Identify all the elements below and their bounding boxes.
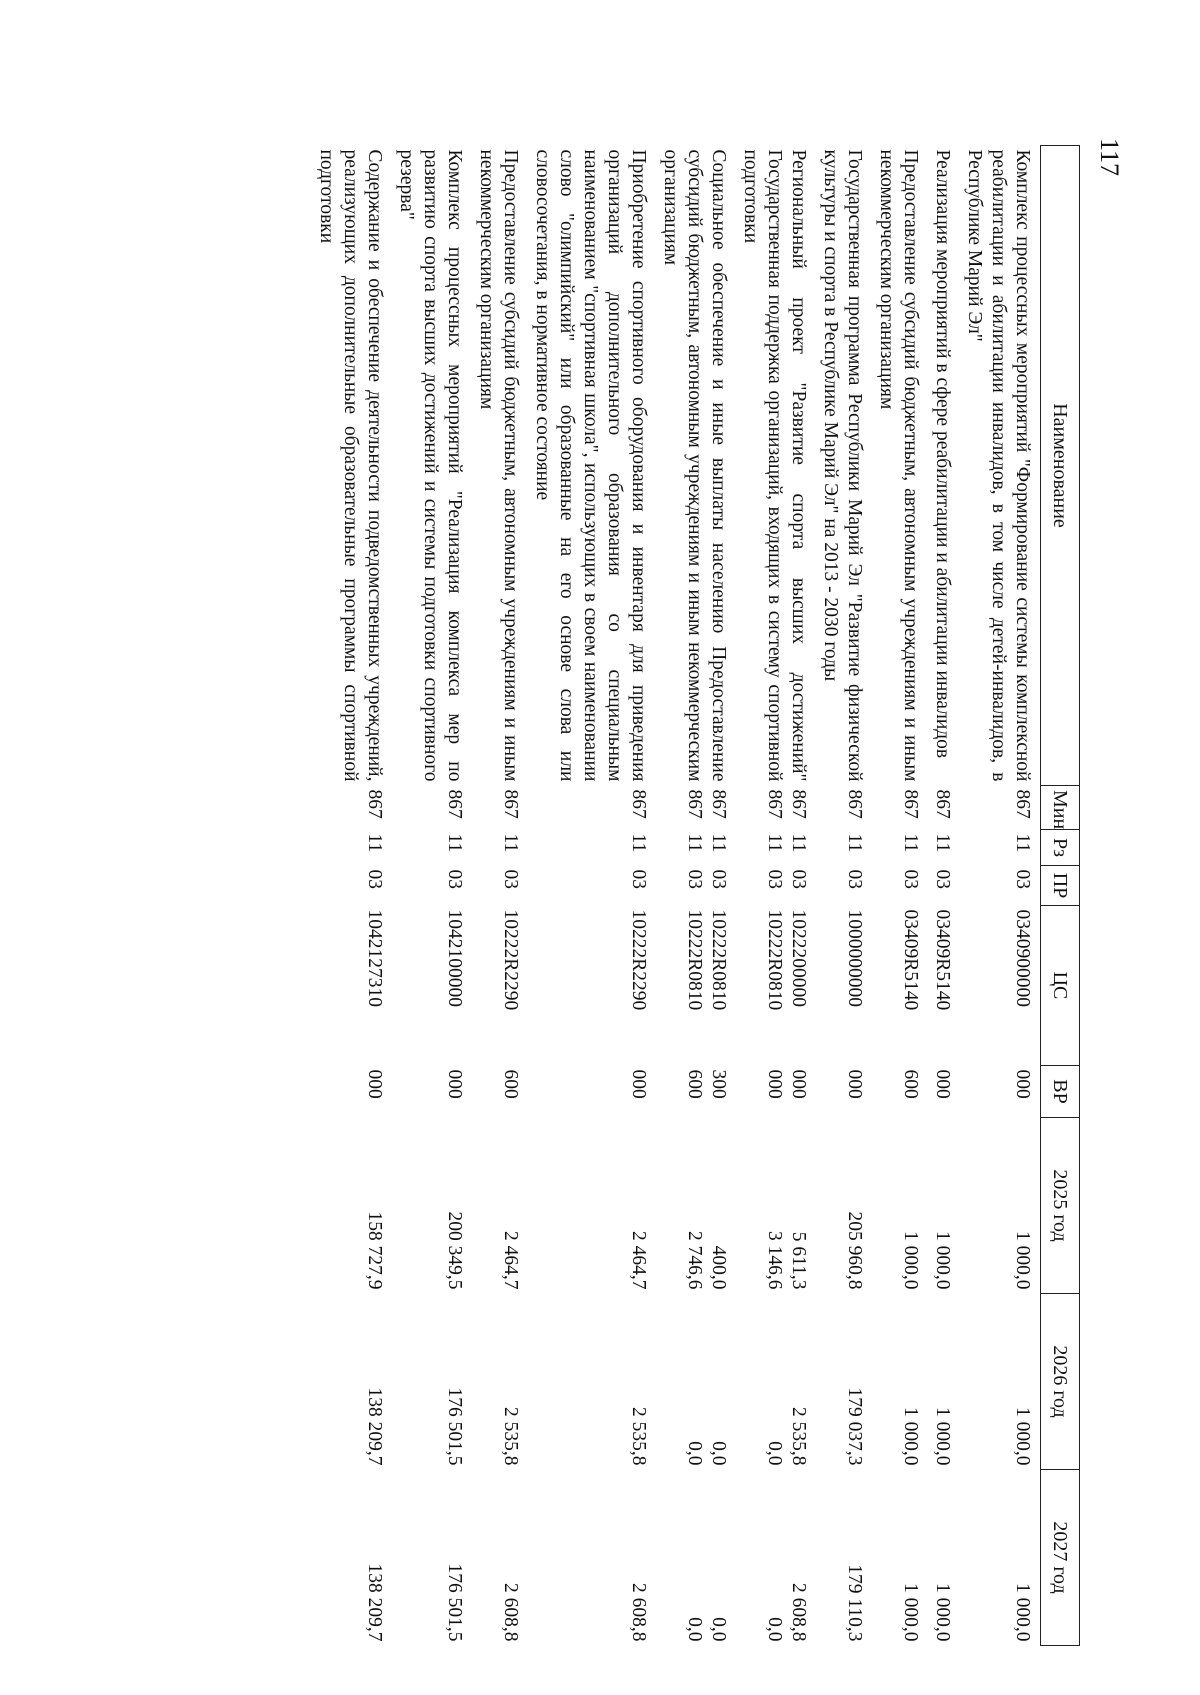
cell-cs (872, 906, 928, 1066)
cell-name: Государственная программа Республики Марий Эл "Развитие физической культуры и спорта в Республике Марий Эл" на 2013 - 2030 годы (820, 149, 865, 782)
cell-pr (816, 866, 872, 906)
cell-name: Предоставление субсидий бюджетным, автономным учреждениям и иным некоммерческим организациям (876, 149, 921, 782)
cell-2027 (928, 1470, 960, 1646)
cell-2027-value: 2 608,8 (500, 1583, 521, 1642)
cell-min (872, 786, 928, 830)
cell-cs (312, 906, 392, 1066)
cell-cs-value: 0340900000 (1012, 909, 1033, 1007)
cell-2025-value: 1 000,0 (1012, 1231, 1033, 1290)
cell-2026 (472, 1294, 528, 1470)
cell-rz-value: 11 (628, 833, 649, 853)
cell-min (528, 786, 656, 830)
cell-vr (528, 1066, 656, 1118)
cell-vr-value: 000 (444, 1069, 465, 1099)
header-vr: ВР (1041, 1066, 1080, 1118)
cell-pr-value: 03 (628, 869, 649, 889)
cell-rz-value: 11 (764, 833, 785, 853)
cell-min-value: 867 (764, 789, 785, 819)
cell-2025-value: 3 146,6 (764, 1231, 785, 1290)
cell-2026 (816, 1294, 872, 1470)
cell-2025-value: 1 000,0 (900, 1231, 921, 1290)
cell-2025 (392, 1118, 472, 1294)
budget-table (312, 145, 1080, 1646)
cell-name: Предоставление субсидий бюджетным, автономным учреждениям и иным некоммерческим организациям (476, 149, 521, 782)
cell-cs-value: 03409R5140 (900, 909, 921, 1011)
cell-min (928, 786, 960, 830)
cell-rz-value: 11 (900, 833, 921, 853)
cell-cs (472, 906, 528, 1066)
header-min: Мин (1041, 786, 1080, 830)
cell-2025-value: 205 960,8 (844, 1211, 865, 1290)
cell-rz-value: 11 (1012, 833, 1033, 853)
cell-cs-value: 1000000000 (844, 909, 865, 1007)
cell-2027 (656, 1470, 736, 1646)
cell-rz-value: 11 (788, 833, 809, 853)
cell-pr (528, 866, 656, 906)
cell-name: Комплекс процессных мероприятий "Формирование системы комплексной реабилитации и абилитации инвалидов, в том числе детей-инвалидов, в Республике Марий Эл" (964, 149, 1033, 782)
cell-2027-value: 0,0 (708, 1617, 729, 1642)
header-2027: 2027 год (1041, 1470, 1080, 1646)
table-row (960, 146, 1041, 1646)
cell-min (816, 786, 872, 830)
cell-vr-value: 600 (684, 1069, 705, 1099)
cell-cs (392, 906, 472, 1066)
cell-pr-value: 03 (708, 869, 729, 889)
cell-2027-value: 1 000,0 (1012, 1583, 1033, 1642)
cell-2027 (528, 1470, 656, 1646)
cell-rz (960, 830, 1041, 866)
cell-2025-value: 1 000,0 (932, 1231, 953, 1290)
cell-vr-value: 600 (500, 1069, 521, 1099)
cell-pr (312, 866, 392, 906)
cell-pr (472, 866, 528, 906)
cell-name: Региональный проект "Развитие спорта высших достижений" Государственная поддержка организаций, входящих в систему спортивной подготовки (740, 149, 809, 782)
cell-name: Приобретение спортивного оборудования и инвентаря для приведения организаций дополнительного образования со специальным наименованием "спортивная школа", использующих в своем наименовании слово "олимпийский" или образованные на его основе слова или словосочетания, в нормативное состояние (532, 149, 649, 782)
cell-rz (656, 830, 736, 866)
cell-vr (472, 1066, 528, 1118)
cell-pr-value: 03 (444, 869, 465, 889)
cell-pr (960, 866, 1041, 906)
cell-name: Комплекс процессных мероприятий "Реализация комплекса мер по развитию спорта высших достижений и системы подготовки спортивного резерва" (396, 149, 465, 782)
cell-2025-value: 2 464,7 (628, 1231, 649, 1290)
rotated-table-container (210, 145, 1080, 1645)
cell-pr-value: 03 (932, 869, 953, 889)
cell-pr (656, 866, 736, 906)
cell-cs (928, 906, 960, 1066)
cell-2027-value: 0,0 (764, 1617, 785, 1642)
cell-vr-value: 000 (844, 1069, 865, 1099)
cell-2025 (872, 1118, 928, 1294)
cell-min-value: 867 (364, 789, 385, 819)
cell-pr-value: 03 (764, 869, 785, 889)
cell-rz (528, 830, 656, 866)
cell-2026-value: 1 000,0 (932, 1407, 953, 1466)
cell-pr (392, 866, 472, 906)
cell-2026-value: 2 535,8 (628, 1407, 649, 1466)
cell-2025 (816, 1118, 872, 1294)
cell-name: Социальное обеспечение и иные выплаты населению Предоставление субсидий бюджетным, автономным учреждениям и иным некоммерческим организациям (660, 149, 729, 782)
cell-vr (960, 1066, 1041, 1118)
cell-2027-value: 138 209,7 (364, 1563, 385, 1642)
cell-2025-value: 2 746,6 (684, 1231, 705, 1290)
cell-cs-value: 10222R2290 (500, 909, 521, 1011)
cell-2025 (528, 1118, 656, 1294)
cell-vr (736, 1066, 816, 1118)
table-row (928, 146, 960, 1646)
cell-2027-value: 2 608,8 (628, 1583, 649, 1642)
cell-2025 (472, 1118, 528, 1294)
cell-rz (312, 830, 392, 866)
cell-min (960, 786, 1041, 830)
cell-pr-value: 03 (900, 869, 921, 889)
cell-rz-value: 11 (684, 833, 705, 853)
cell-cs-value: 1022200000 (788, 909, 809, 1007)
header-pr: ПР (1041, 866, 1080, 906)
cell-min-value: 867 (444, 789, 465, 819)
table-row (472, 146, 528, 1646)
cell-2026-value: 0,0 (684, 1441, 705, 1466)
cell-2026 (872, 1294, 928, 1470)
cell-2027-value: 179 110,3 (844, 1564, 865, 1642)
cell-2027 (392, 1470, 472, 1646)
table-row (528, 146, 656, 1646)
cell-pr-value: 03 (364, 869, 385, 889)
cell-pr (872, 866, 928, 906)
cell-rz-value: 11 (364, 833, 385, 853)
cell-vr-value: 000 (788, 1069, 809, 1099)
table-row (656, 146, 736, 1646)
cell-cs (960, 906, 1041, 1066)
cell-2027 (816, 1470, 872, 1646)
cell-2025-value: 5 611,3 (788, 1231, 809, 1290)
cell-min-value: 867 (500, 789, 521, 819)
cell-min (312, 786, 392, 830)
cell-2025 (656, 1118, 736, 1294)
cell-rz (392, 830, 472, 866)
cell-min-value: 867 (932, 789, 953, 819)
cell-pr (736, 866, 816, 906)
cell-2026 (656, 1294, 736, 1470)
cell-name: Реализация мероприятий в сфере реабилитации и абилитации инвалидов (932, 149, 953, 759)
cell-2027-value: 176 501,5 (444, 1563, 465, 1642)
cell-2027 (736, 1470, 816, 1646)
cell-2027-value: 1 000,0 (932, 1583, 953, 1642)
cell-min (472, 786, 528, 830)
header-2025: 2025 год (1041, 1118, 1080, 1294)
cell-min-value: 867 (628, 789, 649, 819)
cell-2025-value: 2 464,7 (500, 1231, 521, 1290)
cell-cs-value: 1042127310 (364, 909, 385, 1007)
cell-rz (872, 830, 928, 866)
cell-2025-value: 158 727,9 (364, 1211, 385, 1290)
cell-2026 (960, 1294, 1041, 1470)
cell-min-value: 867 (1012, 789, 1033, 819)
cell-2026-value: 176 501,5 (444, 1387, 465, 1466)
cell-name: Содержание и обеспечение деятельности подведомственных учреждений, реализующих дополнительные образовательные программы спортивной подготовки (316, 149, 385, 782)
table-row (872, 146, 928, 1646)
cell-vr (656, 1066, 736, 1118)
cell-min-value: 867 (684, 789, 705, 819)
cell-2027-value: 2 608,8 (788, 1583, 809, 1642)
cell-2025-value: 200 349,5 (444, 1211, 465, 1290)
cell-2026-value: 1 000,0 (900, 1407, 921, 1466)
cell-2026 (528, 1294, 656, 1470)
cell-2025 (312, 1118, 392, 1294)
header-name: Наименование (1041, 146, 1080, 786)
cell-2026 (312, 1294, 392, 1470)
cell-cs (736, 906, 816, 1066)
cell-min (736, 786, 816, 830)
cell-rz (928, 830, 960, 866)
table-row (816, 146, 872, 1646)
cell-vr (928, 1066, 960, 1118)
cell-rz-value: 11 (444, 833, 465, 853)
cell-rz-value: 11 (500, 833, 521, 853)
cell-2026-value: 2 535,8 (500, 1407, 521, 1466)
cell-min (656, 786, 736, 830)
cell-cs-value: 10222R2290 (628, 909, 649, 1011)
cell-2026 (928, 1294, 960, 1470)
cell-2026 (392, 1294, 472, 1470)
cell-2026 (736, 1294, 816, 1470)
cell-2026-value: 179 037,3 (844, 1387, 865, 1466)
cell-2025 (960, 1118, 1041, 1294)
cell-pr-value: 03 (1012, 869, 1033, 889)
cell-cs-value: 10222R0810 (684, 909, 705, 1011)
cell-rz (816, 830, 872, 866)
cell-2027-value: 0,0 (684, 1617, 705, 1642)
cell-rz (736, 830, 816, 866)
cell-2027 (312, 1470, 392, 1646)
cell-cs-value: 1042100000 (444, 909, 465, 1007)
cell-vr-value: 000 (364, 1069, 385, 1099)
header-rz: Рз (1041, 830, 1080, 866)
cell-min-value: 867 (844, 789, 865, 819)
table-row (392, 146, 472, 1646)
cell-vr-value: 600 (900, 1069, 921, 1099)
table-body (312, 146, 1041, 1646)
cell-vr (816, 1066, 872, 1118)
page-number: 117 (1095, 138, 1124, 177)
cell-2026-value: 0,0 (764, 1441, 785, 1466)
cell-2026-value: 1 000,0 (1012, 1407, 1033, 1466)
table-row (312, 146, 392, 1646)
cell-vr-value: 000 (932, 1069, 953, 1099)
cell-2025 (928, 1118, 960, 1294)
cell-2025-value: 400,0 (708, 1245, 729, 1290)
cell-vr (312, 1066, 392, 1118)
cell-vr-value: 000 (764, 1069, 785, 1099)
table-row (736, 146, 816, 1646)
cell-pr-value: 03 (844, 869, 865, 889)
cell-cs-value: 10222R0810 (708, 909, 729, 1011)
cell-rz-value: 11 (932, 833, 953, 853)
cell-min-value: 867 (788, 789, 809, 819)
cell-vr-value: 000 (1012, 1069, 1033, 1099)
cell-rz-value: 11 (844, 833, 865, 853)
cell-pr-value: 03 (788, 869, 809, 889)
cell-min-value: 867 (708, 789, 729, 819)
cell-pr-value: 03 (684, 869, 705, 889)
cell-cs-value: 03409R5140 (932, 909, 953, 1011)
table-header-row (1041, 146, 1080, 1646)
cell-cs-value: 10222R0810 (764, 909, 785, 1011)
cell-cs (528, 906, 656, 1066)
cell-min-value: 867 (900, 789, 921, 819)
cell-2026-value: 0,0 (708, 1441, 729, 1466)
cell-rz (472, 830, 528, 866)
cell-pr-value: 03 (500, 869, 521, 889)
header-2026: 2026 год (1041, 1294, 1080, 1470)
cell-min (392, 786, 472, 830)
cell-vr-value: 300 (708, 1069, 729, 1099)
cell-2026-value: 2 535,8 (788, 1407, 809, 1466)
cell-2026-value: 138 209,7 (364, 1387, 385, 1466)
cell-cs (656, 906, 736, 1066)
cell-pr (928, 866, 960, 906)
cell-cs (816, 906, 872, 1066)
cell-2027 (472, 1470, 528, 1646)
cell-2025 (736, 1118, 816, 1294)
cell-2027 (872, 1470, 928, 1646)
cell-2027-value: 1 000,0 (900, 1583, 921, 1642)
cell-vr-value: 000 (628, 1069, 649, 1099)
cell-vr (872, 1066, 928, 1118)
cell-vr (392, 1066, 472, 1118)
cell-2027 (960, 1470, 1041, 1646)
cell-rz-value: 11 (708, 833, 729, 853)
header-cs: ЦС (1041, 906, 1080, 1066)
